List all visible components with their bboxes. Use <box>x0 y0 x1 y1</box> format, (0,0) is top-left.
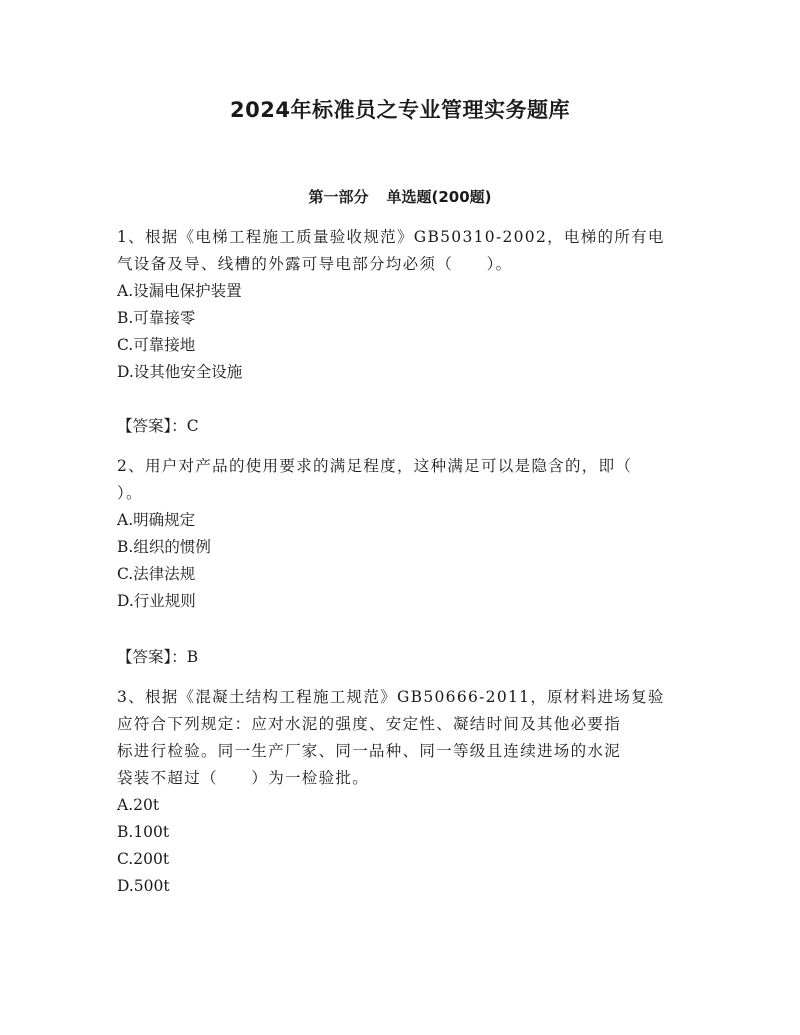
question-text <box>117 453 687 507</box>
option-b: B.100t <box>117 823 170 841</box>
option-d: D.行业规则 <box>117 592 196 610</box>
option-d: D.设其他安全设施 <box>117 363 243 381</box>
option-a: A.20t <box>117 796 160 814</box>
section-part: 第一部分 <box>308 188 369 206</box>
question-line: 3、根据《混凝土结构工程施工规范》GB50666-2011，原材料进场复验 <box>117 688 665 706</box>
question-line: 袋装不超过（ ）为一检验批。 <box>117 769 370 787</box>
question-line: 应符合下列规定：应对水泥的强度、安定性、凝结时间及其他必要指 <box>117 715 622 733</box>
option-c: C.200t <box>117 850 170 868</box>
answer-1 <box>117 413 199 440</box>
question-2 <box>117 453 687 615</box>
option-b: B.可靠接零 <box>117 309 196 327</box>
option-c: C.可靠接地 <box>117 336 196 354</box>
option-a: A.明确规定 <box>117 511 196 529</box>
answer-label: 【答案】： <box>117 417 187 435</box>
question-line: 2、用户对产品的使用要求的满足程度，这种满足可以是隐含的，即（ <box>117 457 633 475</box>
question-line: ）。 <box>117 484 143 502</box>
answer-value: C <box>186 417 199 435</box>
document-title: 2024年标准员之专业管理实务题库 <box>230 98 570 122</box>
answer-value: B <box>186 648 199 666</box>
option-a: A.设漏电保护装置 <box>117 282 242 300</box>
answer-label: 【答案】： <box>117 648 187 666</box>
section-name: 单选题(200题) <box>386 188 492 206</box>
question-line: 1、根据《电梯工程施工质量验收规范》GB50310-2002，电梯的所有电 <box>117 228 665 246</box>
question-text <box>117 224 687 278</box>
answer-2 <box>117 644 198 671</box>
question-line: 气设备及导、线槽的外露可导电部分均必须（ ）。 <box>117 255 513 273</box>
section-heading <box>0 186 800 207</box>
option-b: B.组织的惯例 <box>117 538 211 556</box>
question-1 <box>117 224 687 386</box>
question-text <box>117 684 687 792</box>
question-3 <box>117 684 687 900</box>
option-d: D.500t <box>117 877 170 895</box>
option-c: C.法律法规 <box>117 565 196 583</box>
question-line: 标进行检验。同一生产厂家、同一品种、同一等级且连续进场的水泥 <box>117 742 622 760</box>
